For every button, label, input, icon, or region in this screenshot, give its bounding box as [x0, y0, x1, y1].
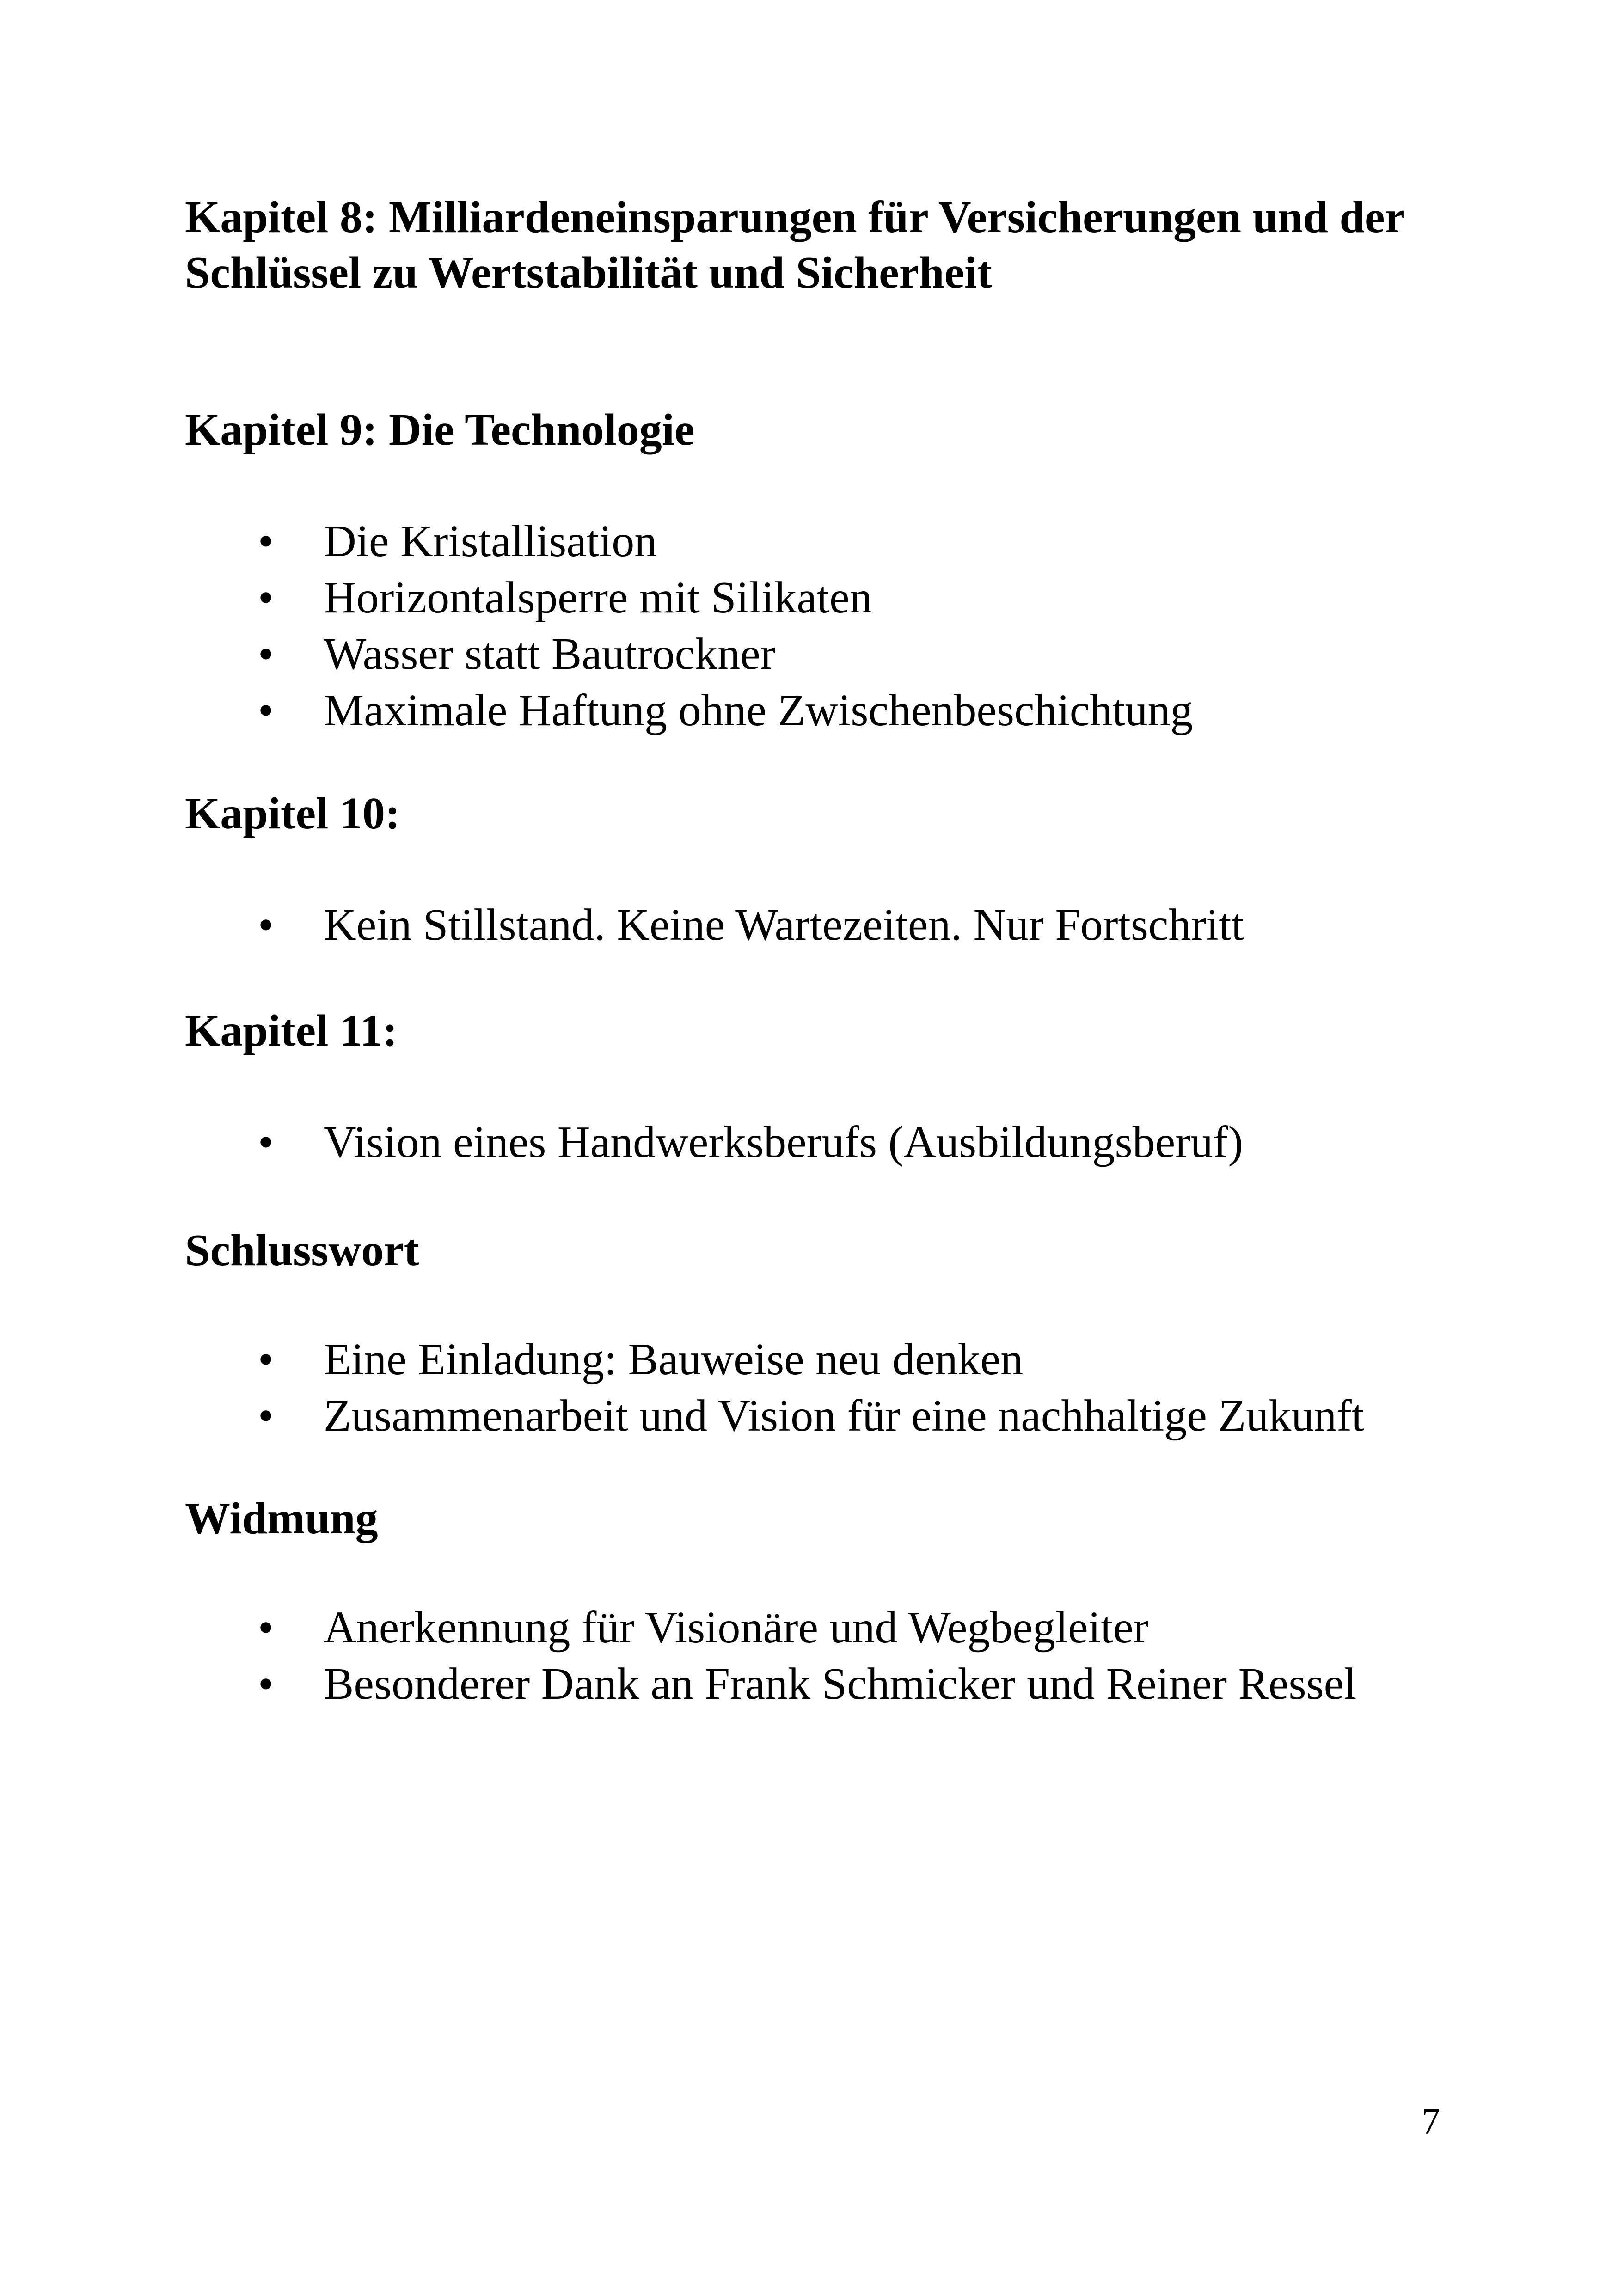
bullet-icon: •	[257, 629, 274, 679]
page-number: 7	[1422, 2101, 1440, 2142]
bullet-icon: •	[257, 1659, 274, 1709]
section-heading: Kapitel 9: Die Technologie	[185, 405, 695, 455]
list-item-text: Zusammenarbeit und Vision für eine nachhaltige Zukunft	[324, 1391, 1365, 1441]
bullet-list-widmung	[185, 1599, 1479, 1712]
section-kapitel-11	[185, 1003, 1479, 1059]
list-item-text: Kein Stillstand. Keine Wartezeiten. Nur Fortschritt	[324, 900, 1244, 950]
list-item	[185, 569, 1479, 626]
list-item-text: Vision eines Handwerksberufs (Ausbildungsberuf)	[324, 1117, 1244, 1167]
section-heading: Kapitel 10:	[185, 789, 400, 839]
list-item	[185, 1331, 1479, 1388]
bullet-icon: •	[257, 1603, 274, 1653]
section-heading: Widmung	[185, 1494, 378, 1543]
bullet-icon: •	[257, 1335, 274, 1384]
bullet-icon: •	[257, 900, 274, 950]
list-item	[185, 1599, 1479, 1656]
list-item-text: Besonderer Dank an Frank Schmicker und Reiner Ressel	[324, 1659, 1357, 1709]
section-heading-line: Schlüssel zu Wertstabilität und Sicherheit	[185, 248, 993, 298]
bullet-icon: •	[257, 516, 274, 566]
bullet-list-schlusswort	[185, 1331, 1479, 1444]
list-item	[185, 1656, 1479, 1712]
section-widmung	[185, 1491, 1479, 1546]
section-kapitel-9	[185, 402, 1479, 458]
section-heading: Schlusswort	[185, 1225, 419, 1275]
list-item	[185, 897, 1479, 953]
bullet-icon: •	[257, 573, 274, 623]
bullet-list-kapitel-11	[185, 1114, 1479, 1170]
section-kapitel-10	[185, 786, 1479, 841]
list-item	[185, 1114, 1479, 1170]
bullet-icon: •	[257, 686, 274, 735]
bullet-list-kapitel-10	[185, 897, 1479, 953]
list-item	[185, 626, 1479, 682]
bullet-icon: •	[257, 1391, 274, 1441]
list-item	[185, 1388, 1479, 1444]
section-kapitel-8	[185, 190, 1479, 300]
section-heading-line: Kapitel 8: Milliardeneinsparungen für Versicherungen und der	[185, 192, 1405, 242]
list-item-text: Anerkennung für Visionäre und Wegbegleiter	[324, 1603, 1149, 1653]
section-schlusswort	[185, 1223, 1479, 1278]
list-item-text: Wasser statt Bautrockner	[324, 629, 776, 679]
list-item-text: Eine Einladung: Bauweise neu denken	[324, 1335, 1024, 1384]
list-item-text: Horizontalsperre mit Silikaten	[324, 573, 872, 623]
list-item-text: Die Kristallisation	[324, 516, 657, 566]
list-item-text: Maximale Haftung ohne Zwischenbeschichtung	[324, 686, 1193, 735]
bullet-icon: •	[257, 1117, 274, 1167]
bullet-list-kapitel-9	[185, 513, 1479, 739]
list-item	[185, 513, 1479, 569]
list-item	[185, 682, 1479, 739]
section-heading: Kapitel 11:	[185, 1006, 398, 1056]
